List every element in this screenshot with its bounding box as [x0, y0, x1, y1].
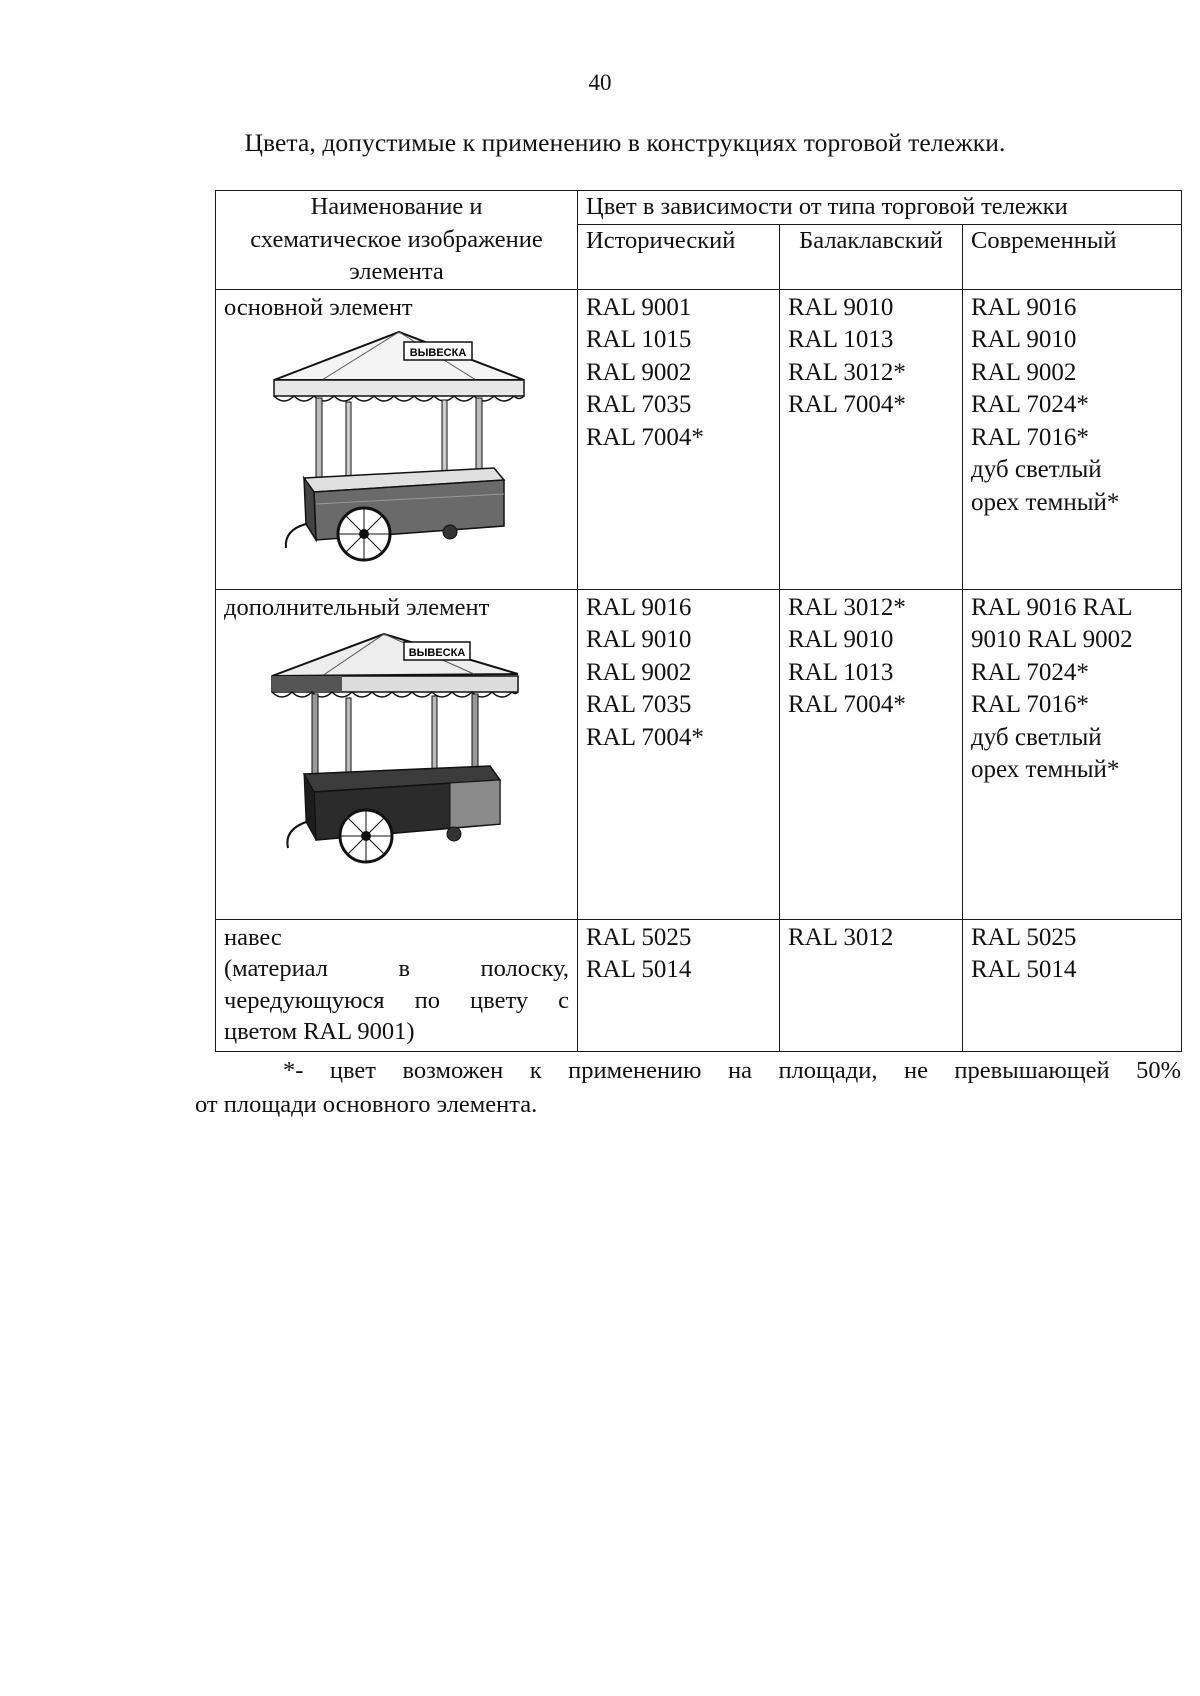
element-name: дополнительный элемент: [224, 593, 490, 621]
awning-note-line: чередующуюся по цвету с: [224, 986, 569, 1014]
awning-note-line: (материал в полоску,: [224, 955, 569, 982]
ral-value: орех темный*: [971, 756, 1120, 783]
ral-value: орех темный*: [971, 488, 1120, 516]
table-row: [216, 289, 1182, 589]
ral-value: RAL 9010: [971, 326, 1077, 353]
ral-value: RAL 9002: [971, 358, 1077, 386]
ral-value: RAL 5025: [971, 923, 1077, 951]
ral-value: RAL 9001: [586, 293, 692, 321]
ral-value: RAL 3012*: [788, 593, 906, 621]
ral-value: RAL 5014: [586, 956, 692, 983]
ral-value: RAL 7004*: [586, 723, 704, 751]
ral-value: RAL 9016 RAL: [971, 593, 1133, 621]
cart-sign-text: ВЫВЕСКА: [408, 647, 466, 659]
ral-value: RAL 7004*: [586, 423, 704, 451]
footnote: [195, 1054, 1181, 1122]
header-modern: Современный: [963, 225, 1182, 289]
ral-value: RAL 9016: [586, 593, 692, 621]
ral-value: RAL 5025: [586, 923, 692, 951]
historical-colors: [578, 589, 780, 919]
header-name-line: схематическое изображение: [250, 225, 543, 253]
balaklava-colors: [780, 589, 963, 919]
header-name-line: Наименование и: [310, 193, 483, 220]
ral-value: дуб светлый: [971, 456, 1102, 483]
ral-value: RAL 1013: [788, 658, 894, 686]
ral-value: RAL 7035: [586, 391, 692, 418]
document-title: Цвета, допустимые к применению в конструкциях торговой тележки.: [244, 128, 1006, 157]
ral-value: дуб светлый: [971, 723, 1102, 751]
modern-colors: [963, 589, 1182, 919]
ral-value: RAL 9002: [586, 358, 692, 386]
header-color-group: Цвет в зависимости от типа торговой тележки: [578, 191, 1182, 225]
modern-colors: [963, 289, 1182, 589]
element-cell: [216, 919, 578, 1051]
ral-value: RAL 9010: [586, 626, 692, 653]
ral-value: RAL 3012: [788, 923, 894, 951]
header-balaklava: Балаклавский: [780, 225, 963, 289]
footnote-line: от площади основного элемента.: [195, 1091, 538, 1118]
table-header-row: [216, 191, 1182, 225]
colors-table: [215, 190, 1182, 1052]
ral-value: RAL 9002: [586, 658, 692, 686]
cart-sign-text: ВЫВЕСКА: [409, 347, 467, 359]
historical-colors: [578, 289, 780, 589]
ral-value: RAL 7004*: [788, 391, 906, 418]
ral-value: RAL 7004*: [788, 691, 906, 718]
ral-value: RAL 7035: [586, 691, 692, 718]
ral-value: RAL 9010: [788, 293, 894, 321]
footnote-line: *- цвет возможен к применению на площади, не превышающей 50%: [283, 1057, 1181, 1084]
ral-value: RAL 7024*: [971, 391, 1089, 418]
awning-note-line: цветом RAL 9001): [224, 1018, 415, 1045]
historical-colors: [578, 919, 780, 1051]
element-cell: [216, 589, 578, 919]
ral-value: RAL 1013: [788, 326, 894, 353]
ral-value: RAL 1015: [586, 326, 692, 353]
table-row: [216, 589, 1182, 919]
ral-value: RAL 5014: [971, 956, 1077, 983]
element-name: основной элемент: [224, 293, 413, 321]
ral-value: RAL 7024*: [971, 658, 1089, 686]
ral-value: RAL 7016*: [971, 423, 1089, 451]
element-name: навес: [224, 923, 282, 951]
table-row: [216, 919, 1182, 1051]
ral-value: 9010 RAL 9002: [971, 626, 1133, 653]
page-number: 40: [588, 70, 612, 95]
trade-cart-additional-illustration: [254, 628, 544, 868]
ral-value: RAL 3012*: [788, 358, 906, 386]
trade-cart-main-illustration: [254, 328, 544, 568]
modern-colors: [963, 919, 1182, 1051]
balaklava-colors: [780, 289, 963, 589]
ral-value: RAL 7016*: [971, 691, 1089, 718]
ral-value: RAL 9016: [971, 293, 1077, 321]
header-element-name: [216, 191, 578, 290]
header-historical: Исторический: [578, 225, 780, 289]
header-name-line: элемента: [349, 258, 444, 285]
ral-value: RAL 9010: [788, 626, 894, 653]
balaklava-colors: [780, 919, 963, 1051]
element-cell: [216, 289, 578, 589]
